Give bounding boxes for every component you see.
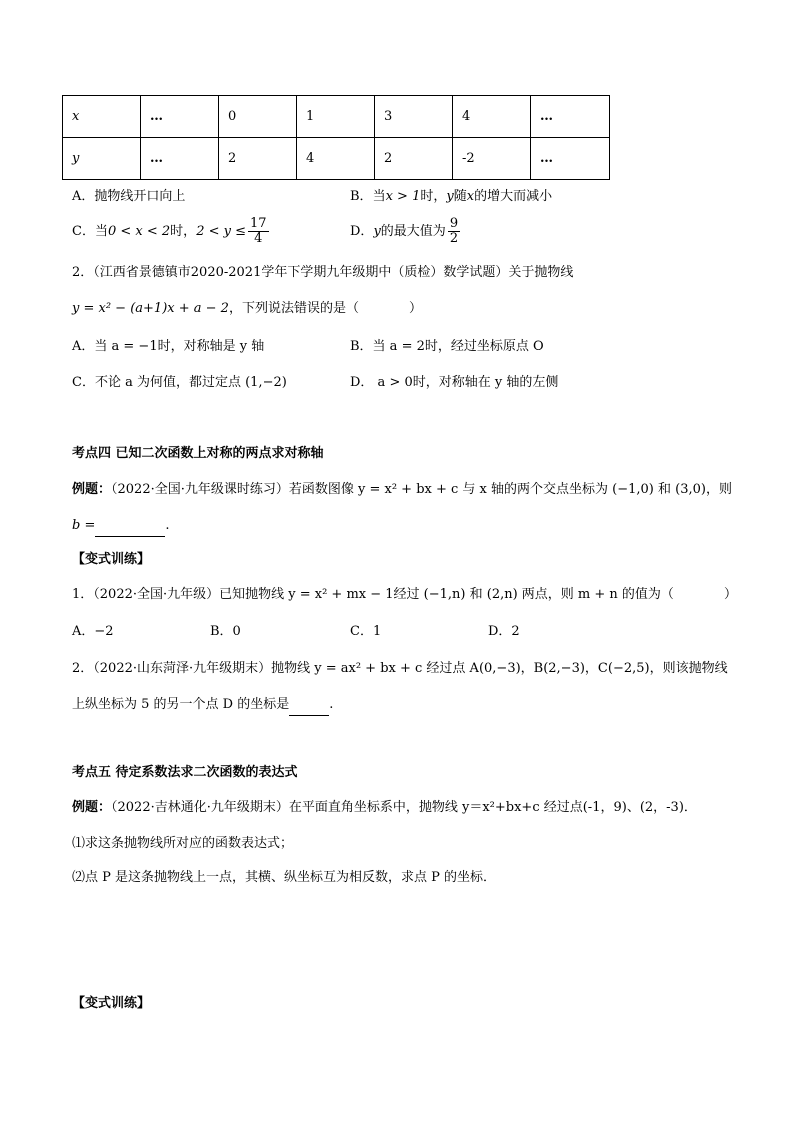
q1-option-c: C．当0 < x < 2时，2 < y ≤ $\frac{17}{4}$: [72, 216, 267, 246]
sec5-part-1: ⑴求这条抛物线所对应的函数表达式；: [72, 836, 294, 851]
sec4-v1-option-d: D．2: [488, 624, 520, 639]
table-row: [63, 138, 610, 180]
table-cell: 2: [219, 138, 297, 180]
sec5-part-2: ⑵点 P 是这条抛物线上一点，其横、纵坐标互为相反数，求点 P 的坐标．: [72, 870, 497, 885]
table-cell: 3: [375, 96, 453, 138]
table-cell: y: [63, 138, 141, 180]
table-cell: …: [531, 96, 610, 138]
fraction: $\frac{17}{4}$: [250, 216, 267, 246]
section-title-4: 考点四 已知二次函数上对称的两点求对称轴: [72, 446, 324, 461]
sec4-example-line2: b = .: [72, 516, 170, 537]
table-cell: 1: [297, 96, 375, 138]
sec4-v1-option-c: C．1: [350, 624, 382, 639]
q2-stem: y = x² − (a+1)x + a − 2，下列说法错误的是（ ）: [72, 301, 422, 316]
q2-source: 2．（江西省景德镇市2020-2021学年下学期九年级期中（质检）数学试题）关于抛物线: [72, 265, 574, 280]
sec4-v1-option-a: A．−2: [72, 624, 114, 639]
answer-blank[interactable]: [289, 695, 329, 716]
sec4-v2-line2: 上纵坐标为 5 的另一个点 D 的坐标是 .: [72, 695, 333, 716]
q2-option-d: D． a > 0时，对称轴在 y 轴的左侧: [350, 375, 559, 390]
table-row: [63, 96, 610, 138]
table-cell: 4: [453, 96, 531, 138]
q1-option-a: A．抛物线开口向上: [72, 189, 186, 204]
q1-option-d: D．y的最大值为 $\frac{9}{2}$: [350, 216, 459, 246]
sec4-v1-stem: 1．（2022·全国·九年级）已知抛物线 y = x² + mx − 1经过 (−1,n) 和 (2,n) 两点，则 m + n 的值为（ ）: [72, 587, 737, 602]
table-cell: …: [141, 96, 219, 138]
q2-option-c: C．不论 a 为何值，都过定点 (1,−2): [72, 375, 287, 390]
q2-option-b: B．当 a = 2时，经过坐标原点 O: [350, 339, 544, 354]
variant-training-heading: 【变式训练】: [72, 552, 151, 567]
table-cell: …: [531, 138, 610, 180]
value-table: [62, 95, 610, 180]
fraction: $\frac{9}{2}$: [449, 216, 459, 246]
variant-training-heading: 【变式训练】: [72, 996, 151, 1011]
q2-option-a: A．当 a = −1时，对称轴是 y 轴: [72, 339, 265, 354]
q1-option-b: B．当x > 1时，y随x的增大而减小: [350, 189, 553, 204]
table-cell: 4: [297, 138, 375, 180]
table-cell: -2: [453, 138, 531, 180]
section-title-5: 考点五 待定系数法求二次函数的表达式: [72, 765, 298, 780]
sec5-example: 例题：（2022·吉林通化·九年级期末）在平面直角坐标系中，抛物线 y＝x²+bx+c 经过点(-1，9)、(2，-3)．: [72, 800, 697, 815]
answer-blank[interactable]: [95, 516, 165, 537]
table-cell: 2: [375, 138, 453, 180]
sec4-v2-stem: 2．（2022·山东菏泽·九年级期末）抛物线 y = ax² + bx + c 经过点 A(0,−3)，B(2,−3)，C(−2,5)，则该抛物线: [72, 661, 728, 676]
sec4-v1-option-b: B．0: [210, 624, 241, 639]
table-cell: 0: [219, 96, 297, 138]
table-cell: …: [141, 138, 219, 180]
sec4-example: 例题：（2022·全国·九年级课时练习）若函数图像 y = x² + bx + c 与 x 轴的两个交点坐标为 (−1,0) 和 (3,0)，则: [72, 482, 732, 497]
table-cell: x: [63, 96, 141, 138]
